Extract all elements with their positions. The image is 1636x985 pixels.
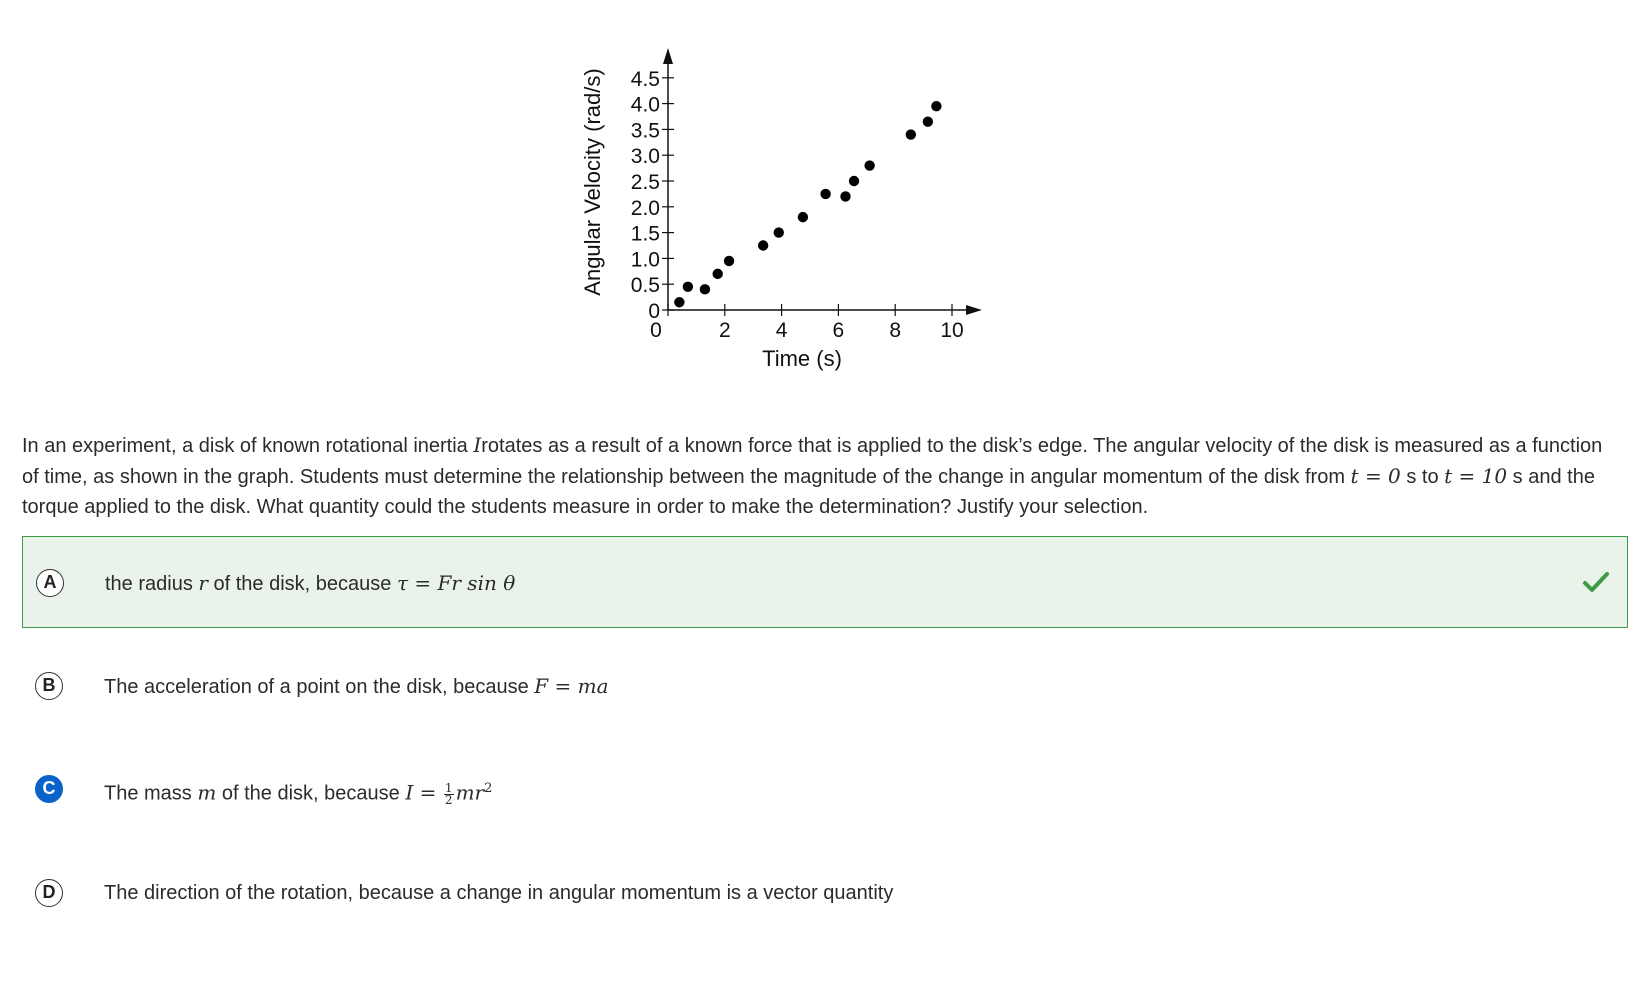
y-axis-arrow bbox=[663, 48, 673, 64]
y-tick-label: 4.5 bbox=[630, 67, 660, 91]
y-tick-label: 0 bbox=[648, 300, 660, 323]
var-I: I bbox=[473, 433, 482, 457]
y-tick-label: 2.0 bbox=[630, 196, 660, 220]
choice-c-text bbox=[104, 776, 492, 807]
checkmark-icon bbox=[1583, 571, 1609, 593]
data-point bbox=[674, 297, 684, 307]
choice-c-mid: of the disk, because bbox=[216, 782, 406, 805]
x-tick-label: 10 bbox=[940, 319, 964, 342]
y-axis-label: Angular Velocity (rad/s) bbox=[580, 68, 605, 296]
data-point bbox=[820, 189, 830, 199]
choice-a-mid: of the disk, because bbox=[207, 573, 397, 595]
question-text bbox=[22, 430, 1622, 522]
data-point bbox=[798, 212, 808, 222]
choice-a-text bbox=[105, 570, 515, 597]
choice-b-pre: The acceleration of a point on the disk, because bbox=[104, 676, 535, 698]
data-point bbox=[864, 160, 874, 170]
choice-letter-a: A bbox=[36, 569, 64, 597]
x-tick-label: 4 bbox=[775, 319, 788, 342]
t-start: t = 0 bbox=[1350, 464, 1401, 488]
angular-velocity-chart bbox=[580, 40, 1050, 400]
data-point bbox=[923, 116, 933, 126]
choice-b-formula: F = ma bbox=[534, 674, 609, 698]
choice-b[interactable] bbox=[22, 640, 1628, 732]
question-part2: rotates as a result of a known force that is applied to the disk’s edge. The angular velocity of the disk is measured as a function of time, as shown in the graph. Students must determine the relationship between the magnitude of the change in angular momentum of the disk from bbox=[22, 435, 1603, 488]
question-part3: s to bbox=[1400, 466, 1445, 488]
choice-d-pre: The direction of the rotation, because a change in angular momentum is a vector quantity bbox=[104, 882, 894, 904]
data-point bbox=[849, 176, 859, 186]
x-tick-label: 6 bbox=[832, 319, 845, 342]
x-tick-label: 0 bbox=[650, 319, 662, 342]
data-point bbox=[840, 191, 850, 201]
choice-b-text bbox=[104, 673, 609, 700]
question-part1: In an experiment, a disk of known rotational inertia bbox=[22, 435, 474, 457]
choice-c-pre: The mass bbox=[104, 782, 198, 805]
y-tick-label: 0.5 bbox=[630, 274, 660, 298]
choice-letter-d: D bbox=[35, 879, 63, 907]
y-tick-label: 4.0 bbox=[630, 93, 660, 117]
frac-den: 2 bbox=[444, 792, 453, 807]
x-tick-label: 2 bbox=[718, 319, 731, 342]
choice-letter-c: C bbox=[35, 775, 63, 803]
choice-d[interactable] bbox=[22, 847, 1628, 939]
choice-letter-b: B bbox=[35, 672, 63, 700]
choice-a-var: r bbox=[198, 571, 208, 595]
choice-c-exponent: 2 bbox=[484, 781, 493, 796]
data-point bbox=[774, 227, 784, 237]
frac-num: 1 bbox=[444, 780, 453, 795]
y-tick-label: 1.0 bbox=[630, 248, 660, 272]
choice-c-formula-lhs: I = bbox=[405, 780, 437, 805]
chart-svg bbox=[580, 40, 1050, 400]
data-point bbox=[758, 240, 768, 250]
choice-a-pre: the radius bbox=[105, 573, 199, 595]
y-tick-label: 2.5 bbox=[630, 171, 660, 194]
x-tick-label: 8 bbox=[889, 319, 902, 342]
choice-c[interactable] bbox=[22, 743, 1628, 835]
y-tick-label: 1.5 bbox=[630, 222, 660, 246]
y-tick-label: 3.0 bbox=[630, 145, 660, 169]
choice-c-formula-rhs: mr bbox=[455, 780, 485, 805]
data-point bbox=[700, 284, 710, 294]
choice-c-var: m bbox=[197, 780, 217, 805]
data-point bbox=[906, 129, 916, 139]
x-axis-arrow bbox=[966, 305, 982, 315]
choice-d-text bbox=[104, 880, 893, 906]
choice-a[interactable] bbox=[22, 536, 1628, 628]
fraction-one-half bbox=[444, 780, 454, 807]
choice-a-formula: τ = Fr sin θ bbox=[396, 571, 516, 595]
y-tick-label: 3.5 bbox=[630, 119, 660, 143]
data-point bbox=[724, 256, 734, 266]
t-end: t = 10 bbox=[1444, 464, 1508, 488]
x-axis-label: Time (s) bbox=[762, 346, 842, 371]
data-point bbox=[713, 269, 723, 279]
data-point bbox=[683, 282, 693, 292]
question-part4: s and the torque applied to the disk. What quantity could the students measure in order to make the determination? Justify your selection. bbox=[22, 466, 1595, 518]
data-point bbox=[931, 101, 941, 111]
